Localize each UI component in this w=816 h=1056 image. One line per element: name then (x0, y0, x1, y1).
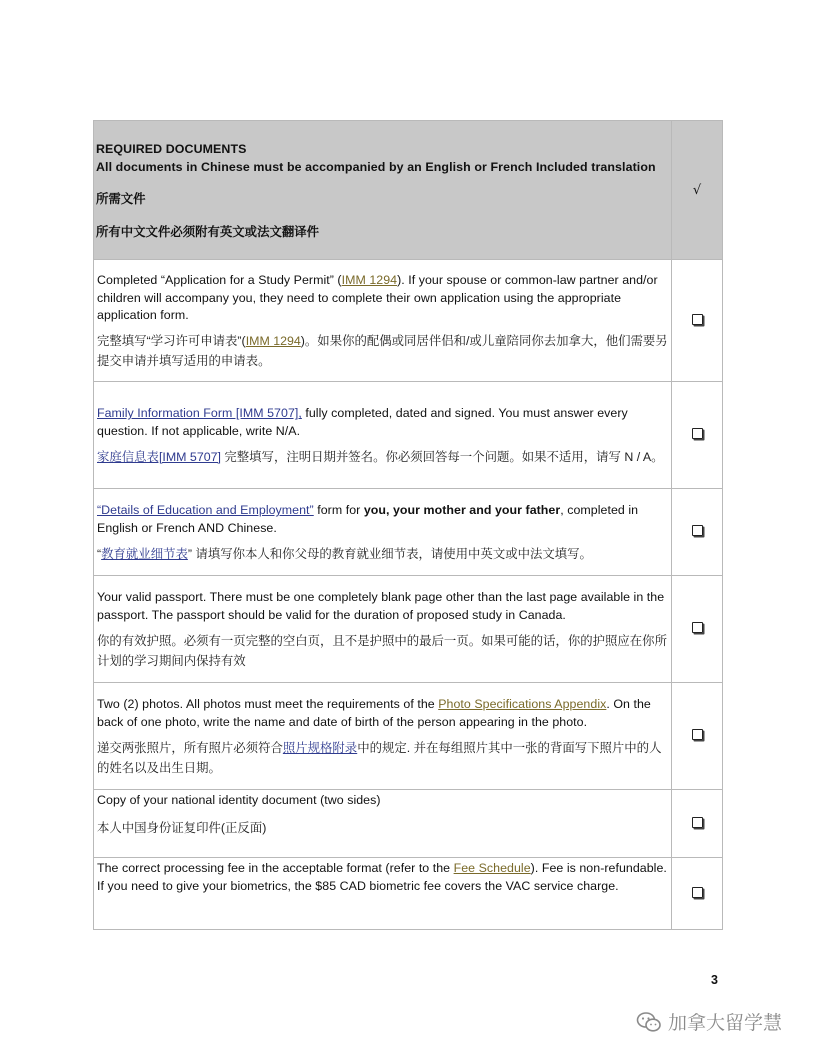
family-information-form-link-zh[interactable]: 家庭信息表[IMM 5707] (97, 449, 221, 464)
empty-checkbox-icon[interactable] (692, 428, 703, 439)
document-description-cell (94, 489, 672, 576)
document-text-en (97, 272, 668, 325)
header-title-zh: 所需文件 (96, 192, 146, 206)
empty-checkbox-icon[interactable] (692, 729, 703, 740)
empty-checkbox-icon[interactable] (692, 887, 703, 898)
document-row (94, 683, 723, 790)
imm-1294-link[interactable]: IMM 1294 (341, 273, 398, 288)
document-text-zh: 你的有效护照。必须有一页完整的空白页，且不是护照中的最后一页。如果可能的话，你的护照应在你所计划的学习期间内保持有效 (97, 633, 667, 668)
document-text-zh (97, 331, 668, 371)
text-segment: 递交两张照片，所有照片必须符合 (97, 740, 283, 755)
document-text-en (97, 405, 668, 440)
document-description-cell (94, 576, 672, 683)
document-check-cell (672, 260, 723, 382)
document-row (94, 790, 723, 858)
document-check-cell (672, 382, 723, 489)
document-text-en (97, 502, 668, 537)
watermark-text: 加拿大留学慧 (668, 1012, 783, 1034)
text-segment: )。如果你的配偶或同居伴侣和/或儿童陪同你去加拿大，他们需要另提交申请并填写适用的申请表。 (97, 333, 668, 368)
text-segment: “ (97, 546, 102, 561)
document-text-en: Copy of your national identity document (two sides) (97, 793, 381, 807)
document-description-cell (94, 790, 672, 858)
document-text-zh (97, 738, 668, 778)
document-description-cell (94, 858, 672, 930)
document-check-cell (672, 489, 723, 576)
text-segment: . On the back of one photo, write the name and date of birth of the person appearing in the photo. (97, 697, 651, 729)
document-row (94, 858, 723, 930)
required-documents-table (93, 120, 723, 930)
empty-checkbox-icon[interactable] (692, 817, 703, 828)
family-information-form-link[interactable]: Family Information Form [IMM 5707], (97, 406, 302, 421)
header-subtitle-en: All documents in Chinese must be accompanied by an English or French Included translation (96, 159, 656, 174)
document-row (94, 260, 723, 382)
wechat-icon (636, 1011, 662, 1033)
text-segment: 完整填写，注明日期并签名。你必须回答每一个问题。如果不适用，请写 N / A。 (220, 449, 664, 464)
document-description-cell (94, 382, 672, 489)
imm-1294-link-zh[interactable]: IMM 1294 (245, 333, 301, 348)
document-row (94, 382, 723, 489)
document-text-zh (97, 544, 668, 564)
document-text-zh: 本人中国身份证复印件(正反面) (97, 820, 267, 835)
header-title-en: REQUIRED DOCUMENTS (96, 142, 247, 156)
table-header-row (94, 121, 723, 260)
text-segment: form for (313, 503, 364, 518)
checkmark-icon: √ (692, 183, 702, 198)
text-segment-bold: you, your mother and your father (363, 503, 561, 518)
empty-checkbox-icon[interactable] (692, 314, 703, 325)
photo-specifications-link-zh[interactable]: 照片规格附录 (282, 740, 358, 755)
document-check-cell (672, 790, 723, 858)
watermark (636, 1008, 782, 1035)
document-text-zh (97, 447, 668, 467)
text-segment: Completed “Application for a Study Permit” ( (97, 273, 342, 288)
photo-specifications-link[interactable]: Photo Specifications Appendix (438, 697, 607, 712)
fee-schedule-link[interactable]: Fee Schedule (453, 861, 531, 875)
text-segment: Two (2) photos. All photos must meet the requirements of the (97, 697, 439, 712)
education-employment-link[interactable]: “Details of Education and Employment” (97, 503, 314, 518)
header-check-cell (672, 121, 723, 260)
text-segment: 中的规定. 并在每组照片其中一张的背面写下照片中的人的姓名以及出生日期。 (97, 740, 662, 775)
empty-checkbox-icon[interactable] (692, 525, 703, 536)
document-text-en: Your valid passport. There must be one completely blank page other than the last page available in the passport. The passport should be valid for the duration of proposed study in Canada. (97, 590, 665, 622)
header-subtitle-zh: 所有中文文件必须附有英文或法文翻译件 (96, 225, 320, 239)
text-segment: The correct processing fee in the acceptable format (refer to the (97, 861, 454, 875)
text-segment: ). If your spouse or common-law partner and/or children will accompany you, they need to complete their own application using the appropriate application form. (97, 273, 658, 323)
text-segment: 完整填写“学习许可申请表”( (97, 333, 246, 348)
text-segment: fully completed, dated and signed. You must answer every question. If not applicable, write N/A. (97, 406, 628, 438)
document-text-en (97, 860, 668, 895)
document-check-cell (672, 858, 723, 930)
document-text-en (97, 696, 668, 731)
text-segment: ). Fee is non-refundable. If you need to give your biometrics, the $85 CAD biometric fee covers the VAC service charge. (97, 861, 667, 893)
document-check-cell (672, 683, 723, 790)
empty-checkbox-icon[interactable] (692, 622, 703, 633)
document-row (94, 576, 723, 683)
document-row (94, 489, 723, 576)
header-description-cell (94, 121, 672, 260)
document-description-cell (94, 260, 672, 382)
education-employment-link-zh[interactable]: 教育就业细节表 (101, 546, 188, 561)
text-segment: , completed in English or French AND Chinese. (97, 503, 639, 535)
document-description-cell (94, 683, 672, 790)
page-number: 3 (711, 973, 718, 987)
text-segment: ” 请填写你本人和你父母的教育就业细节表，请使用中英文或中法文填写。 (187, 546, 592, 561)
document-check-cell (672, 576, 723, 683)
required-documents-sheet (93, 120, 722, 930)
